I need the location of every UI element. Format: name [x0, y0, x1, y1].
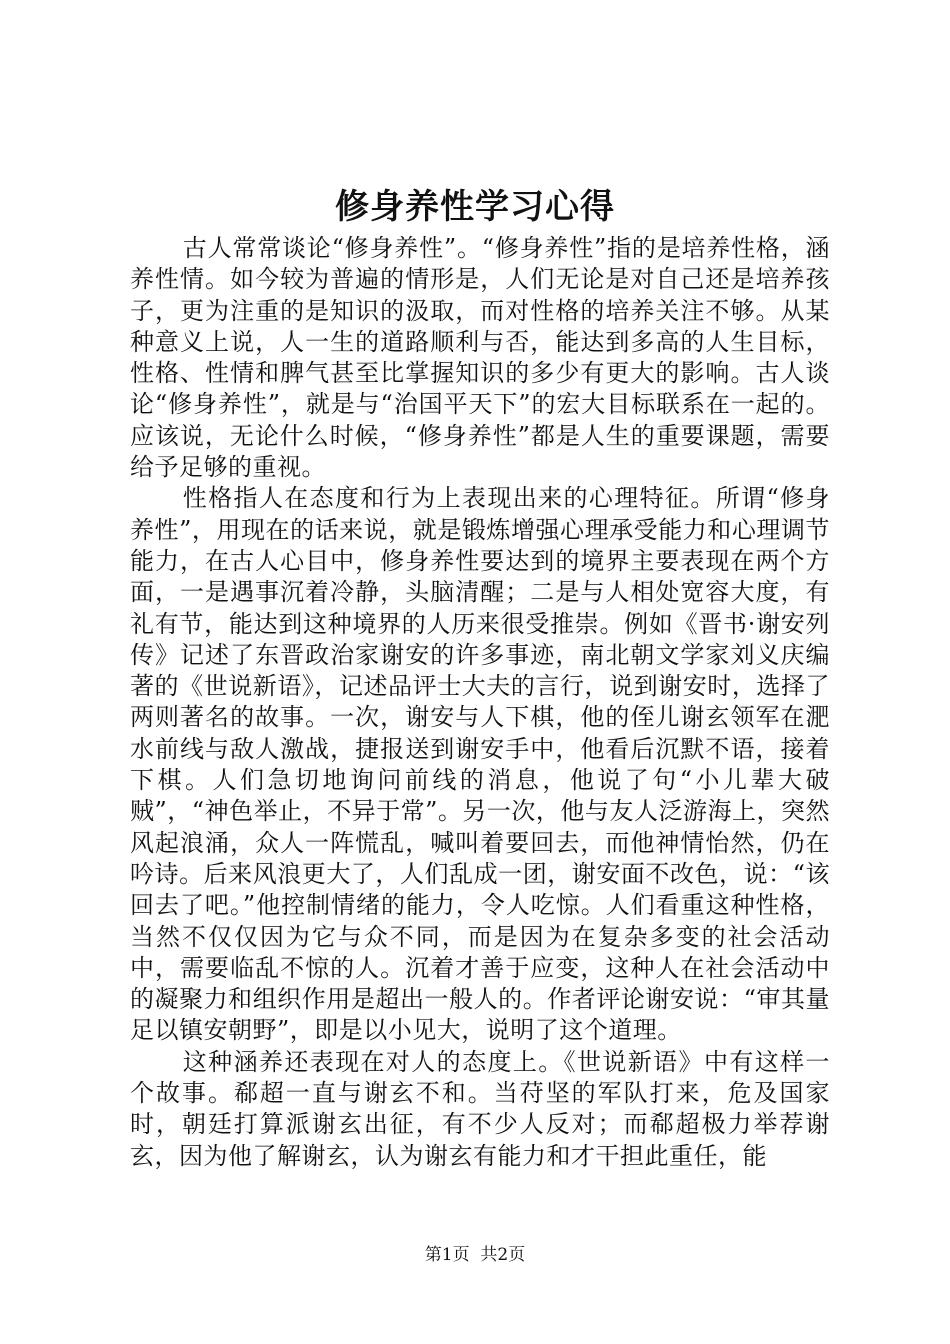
paragraph-2: 性格指人在态度和行为上表现出来的心理特征。所谓“修身养性”，用现在的话来说，就是锻炼增强心理承受能力和心理调节能力，在古人心目中，修身养性要达到的境界主要表现在两个方面，一是遇事沉着冷静，头脑清醒；二是与人相处宽容大度，有礼有节，能达到这种境界的人历来很受推崇。例如《晋书·谢安列传》记述了东晋政治家谢安的许多事迹，南北朝文学家刘义庆编著的《世说新语》，记述品评士大夫的言行，说到谢安时，选择了两则著名的故事。一次，谢安与人下棋，他的侄儿谢玄领军在淝水前线与敌人激战，捷报送到谢安手中，他看后沉默不语，接着下棋。人们急切地询问前线的消息，他说了句“小儿辈大破贼”，“神色举止，不异于常”。另一次，他与友人泛游海上，突然风起浪涌，众人一阵慌乱，喊叫着要回去，而他神情怡然，仍在吟诗。后来风浪更大了，人们乱成一团，谢安面不改色，说：“该回去了吧。”他控制情绪的能力，令人吃惊。人们看重这种性格，当然不仅仅因为它与众不同，而是因为在复杂多变的社会活动中，需要临乱不惊的人。沉着才善于应变，这种人在社会活动中的凝聚力和组织作用是超出一般人的。作者评论谢安说：“审其量足以镇安朝野”，即是以小见大，说明了这个道理。 — [130, 484, 830, 1045]
paragraph-1: 古人常常谈论“修身养性”。“修身养性”指的是培养性格，涵养性情。如今较为普遍的情形是，人们无论是对自己还是培养孩子，更为注重的是知识的汲取，而对性格的培养关注不够。从某种意义上说，人一生的道路顺利与否，能达到多高的人生目标，性格、性情和脾气甚至比掌握知识的多少有更大的影响。古人谈论“修身养性”，就是与“治国平天下”的宏大目标联系在一起的。应该说，无论什么时候，“修身养性”都是人生的重要课题，需要给予足够的重视。 — [130, 234, 830, 482]
document-body — [130, 233, 830, 1172]
page-number: 第1页 — [424, 1245, 470, 1265]
page-total: 共2页 — [480, 1245, 526, 1265]
page-title: 修身养性学习心得 — [335, 187, 615, 227]
paragraph-3: 这种涵养还表现在对人的态度上。《世说新语》中有这样一个故事。郗超一直与谢玄不和。当苻坚的军队打来，危及国家时，朝廷打算派谢玄出征，有不少人反对；而郗超极力举荐谢玄，因为他了解谢玄，认为谢玄有能力和才干担此重任，能 — [130, 1047, 830, 1170]
page-footer — [0, 1243, 950, 1267]
